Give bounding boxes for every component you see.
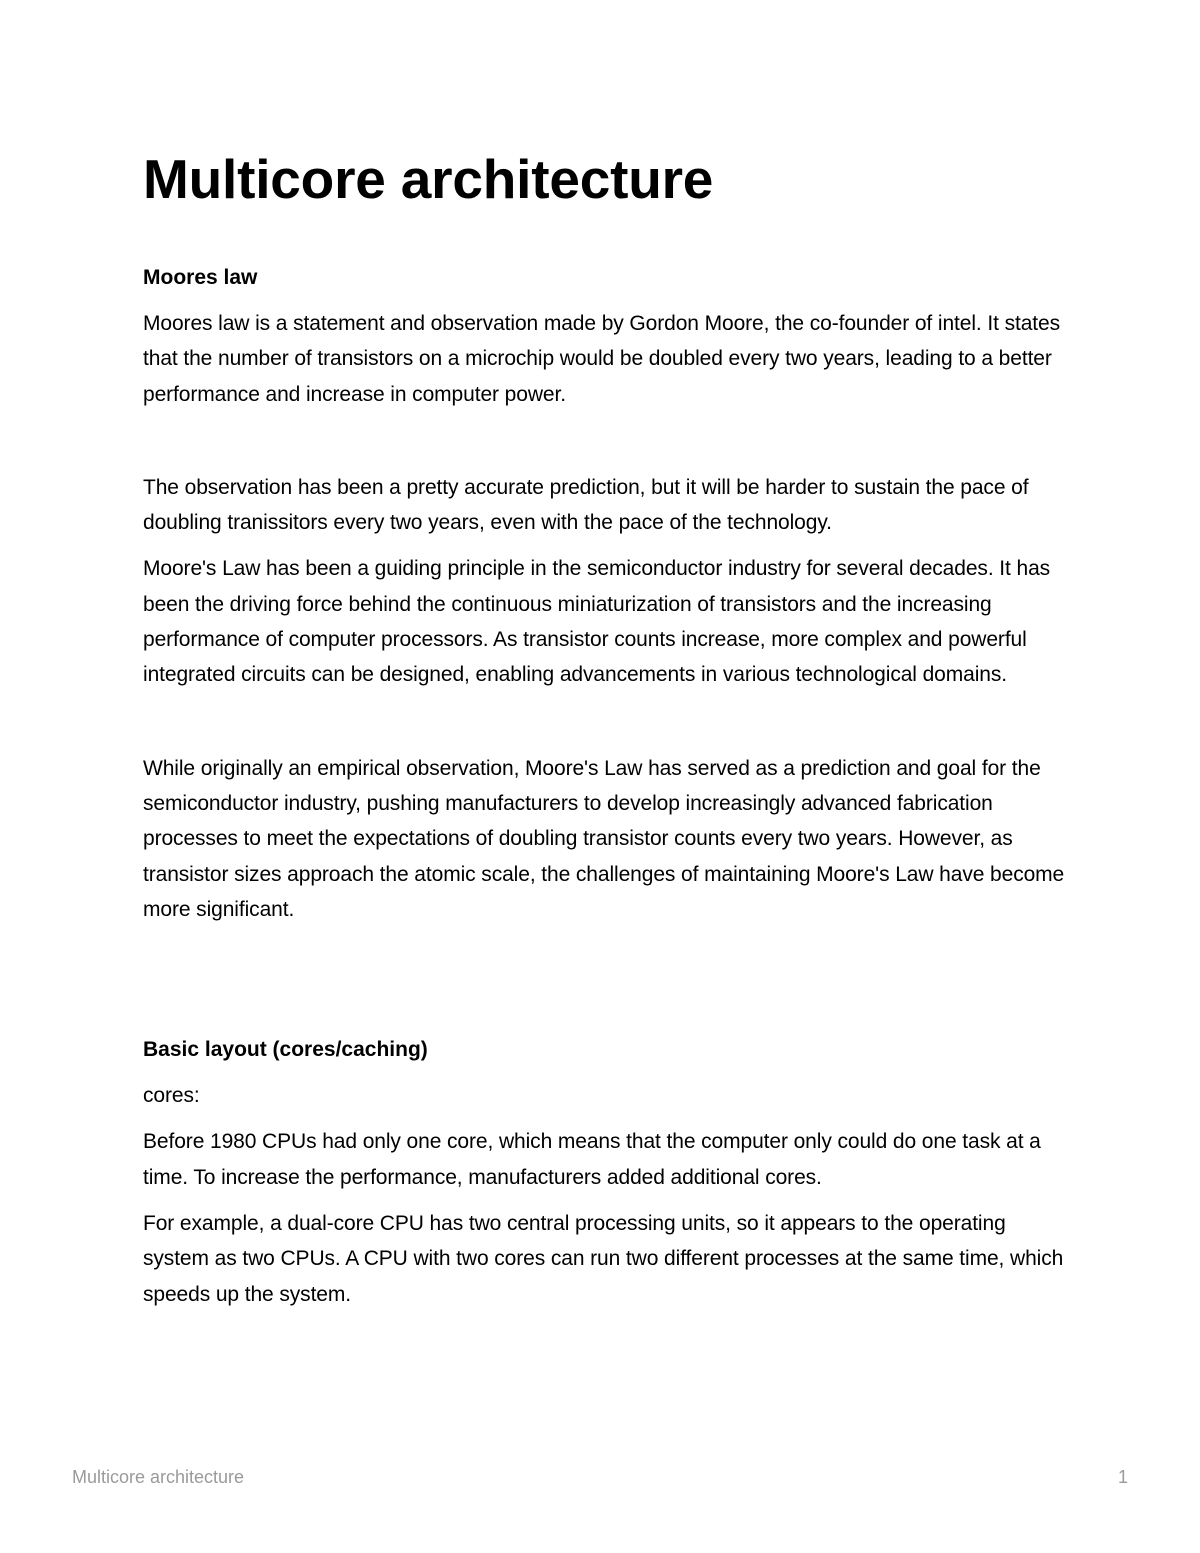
footer-page-number: 1 (1117, 1467, 1128, 1487)
paragraph-cores-label: cores: (143, 1084, 200, 1108)
document-title: Multicore architecture (143, 148, 714, 210)
paragraph-empirical-observation: While originally an empirical observation, Moore's Law has served as a prediction and goal for the semiconductor industry, pushing manufacturers to develop increasingly advanced fabrication processes to meet the expectations of doubling transistor counts every two years. However, as transistor sizes approach the atomic scale, the challenges of maintaining Moore's Law have become more significant. (143, 756, 1065, 921)
paragraph-single-core-history: Before 1980 CPUs had only one core, which means that the computer only could do one task at a time. To increase the performance, manufacturers added additional cores. (143, 1130, 1041, 1189)
paragraph-guiding-principle: Moore's Law has been a guiding principle in the semiconductor industry for several decades. It has been the driving force behind the continuous miniaturization of transistors and the increasing performance of computer processors. As transistor counts increase, more complex and powerful integrated circuits can be designed, enabling advancements in various technological domains. (143, 557, 1051, 687)
paragraph-observation-accuracy: The observation has been a pretty accurate prediction, but it will be harder to sustain the pace of doubling tranissitors every two years, even with the pace of the technology. (143, 475, 1029, 535)
paragraph-dual-core-example: For example, a dual-core CPU has two central processing units, so it appears to the operating system as two CPUs. A CPU with two cores can run two different processes at the same time, which speeds up the system. (143, 1212, 1064, 1306)
section-heading-basic-layout: Basic layout (cores/caching) (143, 1038, 428, 1062)
paragraph-moores-law-definition: Moores law is a statement and observation made by Gordon Moore, the co-founder of intel. It states that the number of transistors on a microchip would be doubled every two years, leading to a better performance and increase in computer power. (143, 312, 1061, 406)
footer-document-title: Multicore architecture (72, 1467, 245, 1487)
section-heading-moores-law: Moores law (143, 266, 258, 289)
document-body (143, 143, 1068, 1312)
